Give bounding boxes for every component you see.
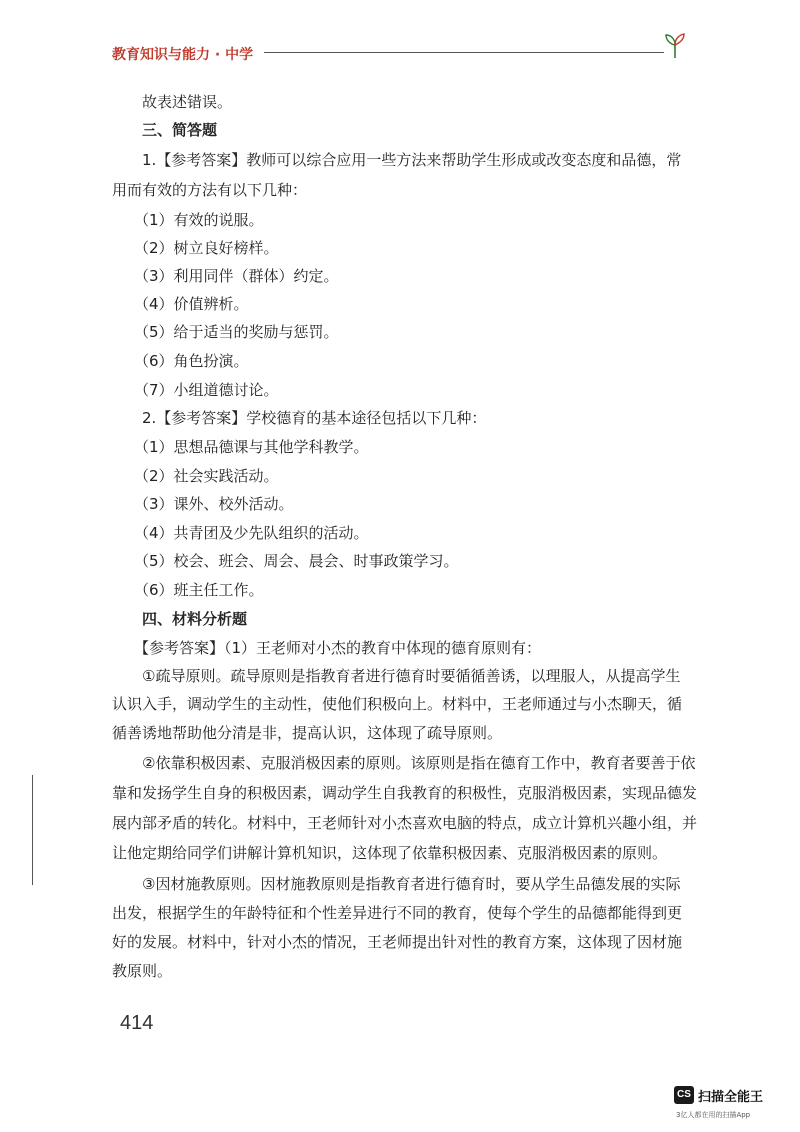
header-title: 教育知识与能力 · 中学 [112, 47, 254, 63]
running-header [0, 30, 800, 70]
body-line: 循善诱地帮助他分清是非，提高认识，这体现了疏导原则。 [112, 724, 503, 742]
watermark-name: 扫描全能王 [698, 1090, 764, 1105]
list-item: （4）共青团及少先队组织的活动。 [134, 524, 369, 542]
camscanner-logo-icon: CS [674, 1086, 694, 1104]
body-line: 出发，根据学生的年龄特征和个性差异进行不同的教育，使每个学生的品德都能得到更 [112, 904, 683, 922]
page-number: 414 [120, 1012, 154, 1034]
list-item: （3）课外、校外活动。 [134, 495, 294, 513]
body-line: 让他定期给同学们讲解计算机知识，这体现了依靠积极因素、克服消极因素的原则。 [112, 844, 668, 862]
body-line: ③因材施教原则。因材施教原则是指教育者进行德育时，要从学生品德发展的实际 [142, 875, 681, 893]
scan-margin-line [32, 775, 33, 885]
body-line: 展内部矛盾的转化。材料中，王老师针对小杰喜欢电脑的特点，成立计算机兴趣小组，并 [112, 814, 698, 832]
body-line: 1.【参考答案】教师可以综合应用一些方法来帮助学生形成或改变态度和品德，常 [142, 151, 682, 169]
header-rule [264, 52, 664, 53]
list-item: （7）小组道德讨论。 [134, 381, 279, 399]
body-line: 故表述错误。 [142, 93, 233, 111]
scanner-watermark [674, 1086, 794, 1130]
list-item: （5）校会、班会、周会、晨会、时事政策学习。 [134, 552, 459, 570]
body-line: 用而有效的方法有以下几种： [112, 181, 308, 199]
body-line: ①疏导原则。疏导原则是指教育者进行德育时要循循善诱，以理服人，从提高学生 [142, 667, 681, 685]
body-line: 2.【参考答案】学校德育的基本途径包括以下几种： [142, 409, 487, 427]
list-item: （5）给于适当的奖励与惩罚。 [134, 323, 339, 341]
body-line: 好的发展。材料中，针对小杰的情况，王老师提出针对性的教育方案，这体现了因材施 [112, 933, 683, 951]
list-item: （6）班主任工作。 [134, 581, 264, 599]
list-item: （4）价值辨析。 [134, 295, 249, 313]
list-item: （3）利用同伴（群体）约定。 [134, 267, 339, 285]
list-item: （1）有效的说服。 [134, 211, 264, 229]
body-line: 认识入手，调动学生的主动性，使他们积极向上。材料中，王老师通过与小杰聊天，循 [112, 695, 683, 713]
body-line: 教原则。 [112, 962, 173, 980]
body-line: ②依靠积极因素、克服消极因素的原则。该原则是指在德育工作中，教育者要善于依 [142, 754, 696, 772]
sprout-icon [662, 30, 688, 60]
list-item: （2）树立良好榜样。 [134, 239, 279, 257]
list-item: （6）角色扮演。 [134, 352, 249, 370]
list-item: （2）社会实践活动。 [134, 467, 279, 485]
section-heading: 三、简答题 [142, 121, 218, 139]
list-item: （1）思想品德课与其他学科教学。 [134, 438, 369, 456]
body-line: 【参考答案】（1）王老师对小杰的教育中体现的德育原则有： [134, 639, 542, 657]
body-line: 靠和发扬学生自身的积极因素，调动学生自我教育的积极性，克服消极因素，实现品德发 [112, 784, 698, 802]
watermark-subtitle: 3亿人都在用的扫描App [676, 1111, 751, 1119]
section-heading: 四、材料分析题 [142, 610, 248, 628]
